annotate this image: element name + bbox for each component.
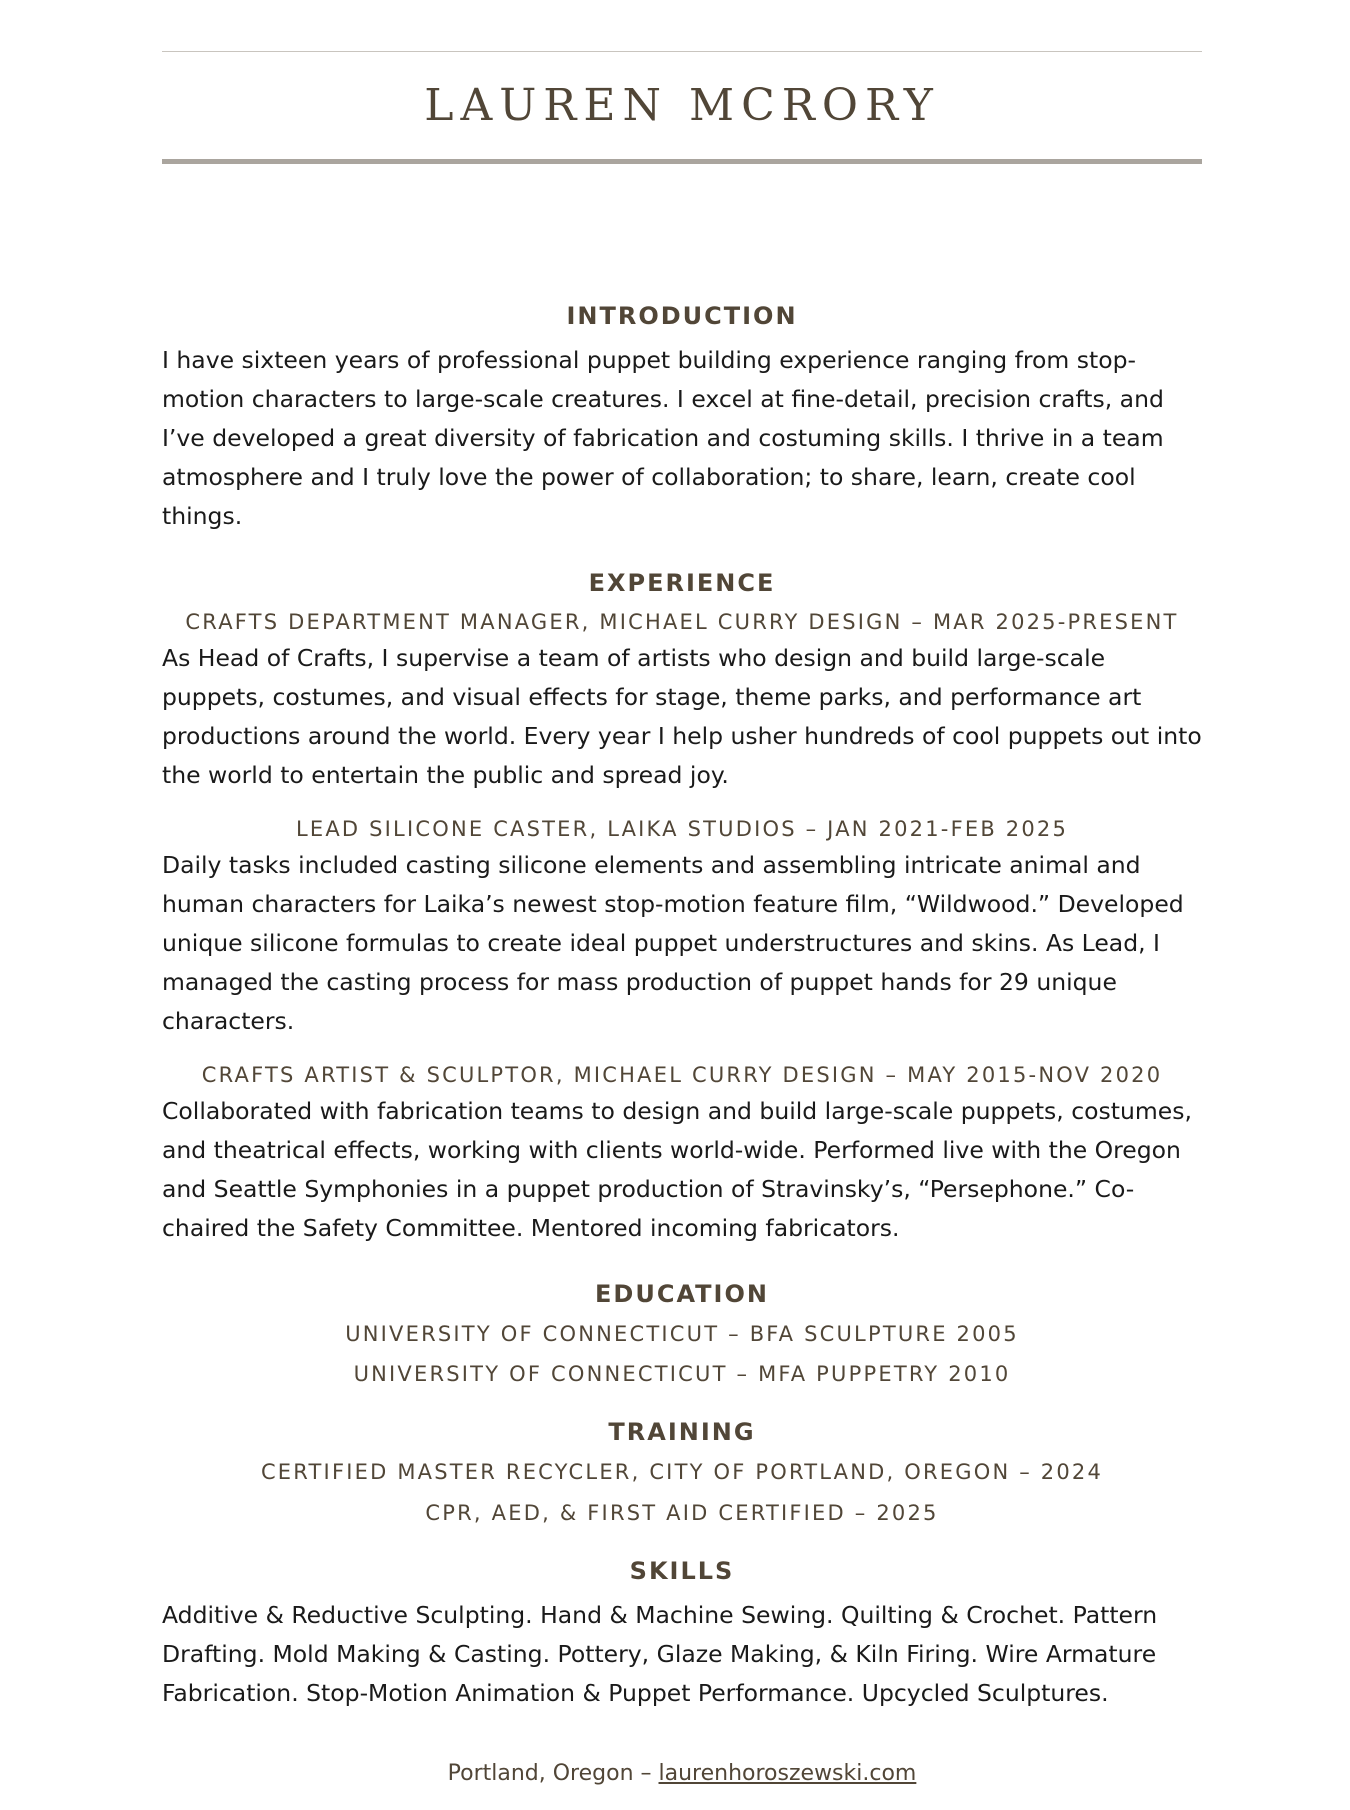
job-description: Daily tasks included casting silicone elements and assembling intricate animal and human characters for Laika’s newest stop-motion feature film, “Wildwood.” Developed unique silicone formulas to create ideal puppet understructures and skins. As Lead, I managed the casting process for mass production of puppet hands for 29 unique characters. bbox=[162, 851, 1184, 1035]
job-title: LEAD SILICONE CASTER, LAIKA STUDIOS – JAN 2021-FEB 2025 bbox=[295, 817, 1069, 841]
training-heading: TRAINING bbox=[608, 1418, 756, 1446]
experience-section bbox=[162, 568, 1202, 1248]
education-item: UNIVERSITY OF CONNECTICUT – BFA SCULPTURE 2005 bbox=[345, 1322, 1019, 1346]
resume-name: LAUREN MCRORY bbox=[424, 80, 940, 131]
introduction-heading: INTRODUCTION bbox=[566, 302, 798, 330]
skills-text: Additive & Reductive Sculpting. Hand & Machine Sewing. Quilting & Crochet. Pattern Drafting. Mold Making & Casting. Pottery, Glaze Making, & Kiln Firing. Wire Armature Fabrication. Stop-Motion Animation & Puppet Performance. Upcycled Sculptures. bbox=[162, 1601, 1158, 1707]
education-section bbox=[162, 1279, 1202, 1389]
training-item: CERTIFIED MASTER RECYCLER, CITY OF PORTLAND, OREGON – 2024 bbox=[260, 1460, 1104, 1484]
header-divider bbox=[162, 159, 1202, 164]
footer-location: Portland, Oregon – bbox=[447, 1761, 652, 1786]
introduction-text: I have sixteen years of professional puppet building experience ranging from stop-motion characters to large-scale creatures. I excel at fine-detail, precision crafts, and I’ve developed a great diversity of fabrication and costuming skills. I thrive in a team atmosphere and I truly love the power of collaboration; to share, learn, create cool things. bbox=[162, 346, 1164, 530]
training-section bbox=[162, 1417, 1202, 1528]
job-description: Collaborated with fabrication teams to design and build large-scale puppets, costumes, and theatrical effects, working with clients world-wide. Performed live with the Oregon and Seattle Symphonies in a puppet production of Stravinsky’s, “Persephone.” Co-chaired the Safety Committee. Mentored incoming fabricators. bbox=[162, 1097, 1192, 1242]
job-title: CRAFTS ARTIST & SCULPTOR, MICHAEL CURRY DESIGN – MAY 2015-NOV 2020 bbox=[201, 1063, 1163, 1087]
skills-heading: SKILLS bbox=[629, 1557, 735, 1585]
footer bbox=[162, 1759, 1202, 1789]
job-title: CRAFTS DEPARTMENT MANAGER, MICHAEL CURRY DESIGN – MAR 2025-PRESENT bbox=[185, 610, 1179, 634]
skills-section bbox=[162, 1556, 1202, 1713]
website-link[interactable]: laurenhoroszewski.com bbox=[658, 1761, 917, 1786]
education-heading: EDUCATION bbox=[595, 1280, 769, 1308]
experience-heading: EXPERIENCE bbox=[588, 569, 776, 597]
resume-page bbox=[162, 51, 1202, 1789]
training-item: CPR, AED, & FIRST AID CERTIFIED – 2025 bbox=[425, 1501, 939, 1525]
job-description: As Head of Crafts, I supervise a team of artists who design and build large-scale puppets, costumes, and visual effects for stage, theme parks, and performance art productions around the world. Every year I help usher hundreds of cool puppets out into the world to entertain the public and spread joy. bbox=[162, 644, 1202, 789]
top-divider bbox=[162, 51, 1202, 52]
introduction-section bbox=[162, 301, 1202, 536]
education-item: UNIVERSITY OF CONNECTICUT – MFA PUPPETRY 2010 bbox=[353, 1362, 1011, 1386]
